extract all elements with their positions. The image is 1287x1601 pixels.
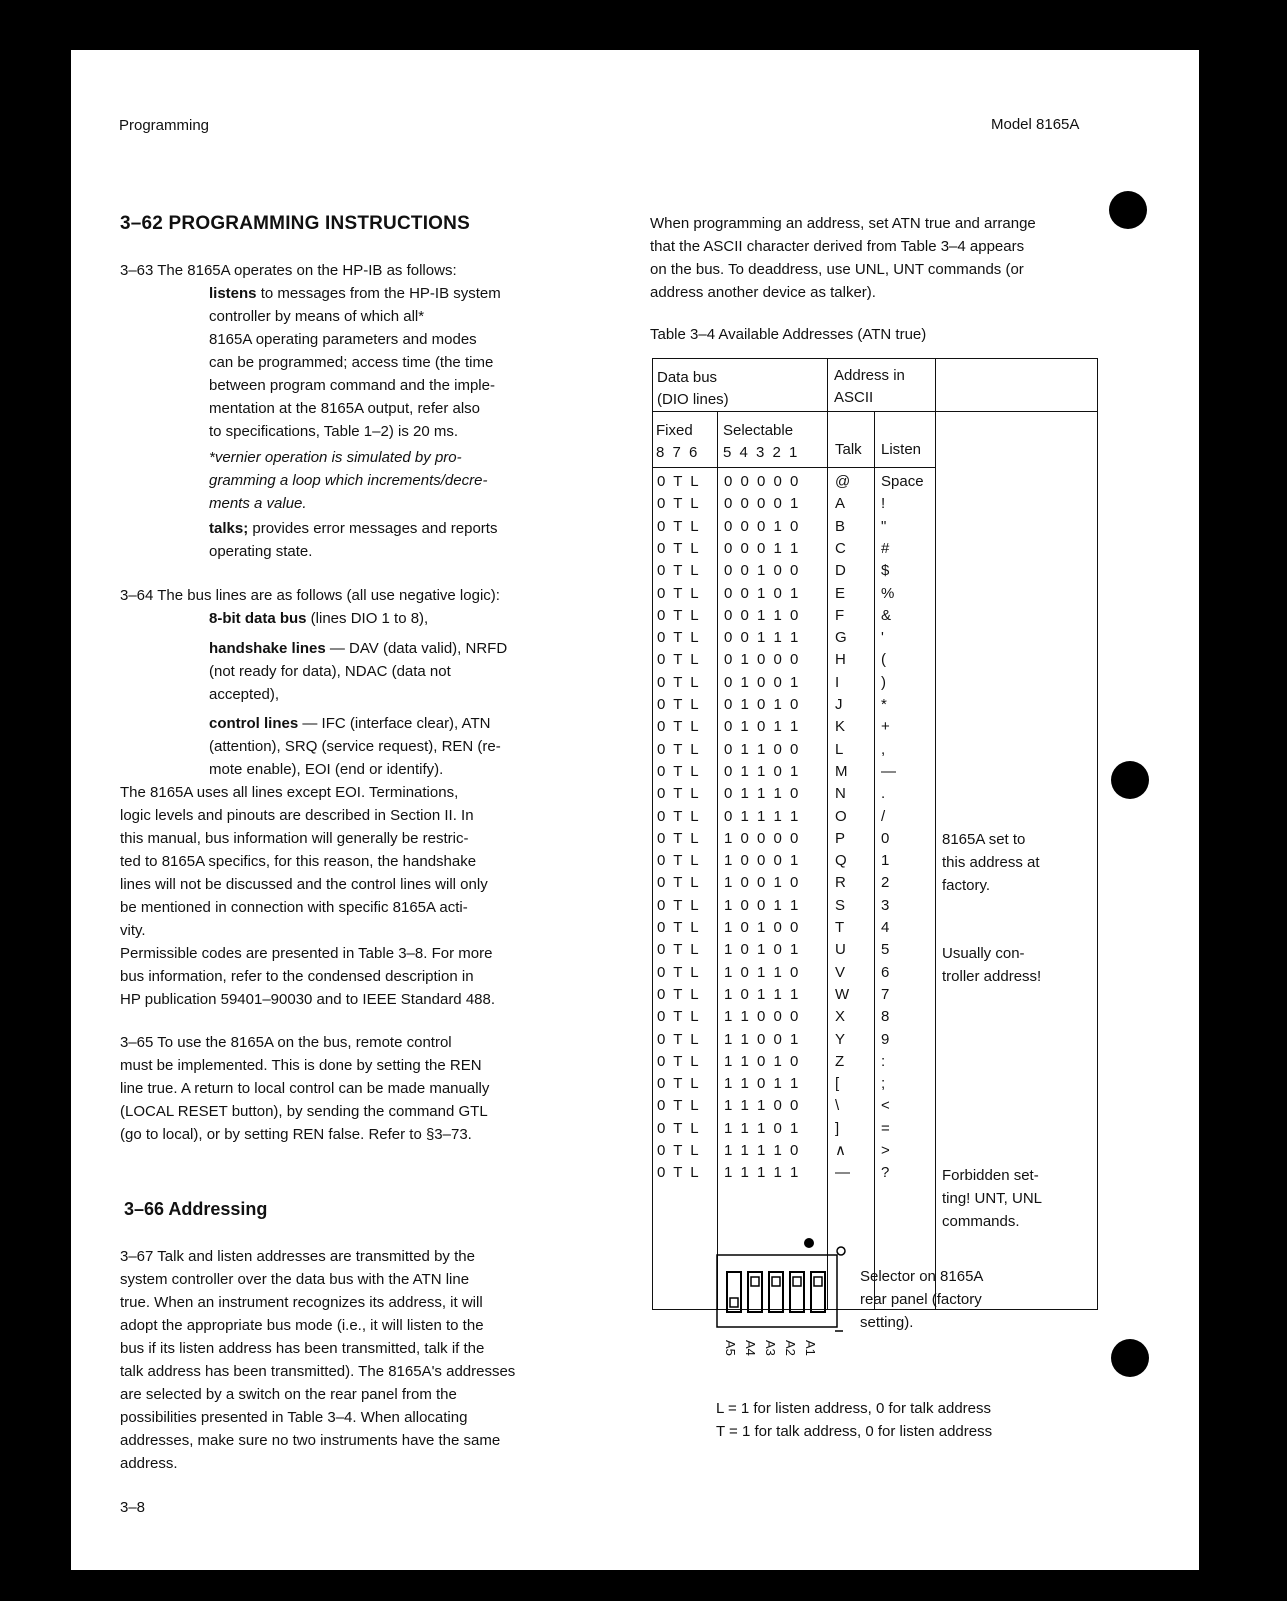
- listen-char-cell: ,: [881, 740, 886, 758]
- listen-char-cell: 4: [881, 919, 890, 936]
- control-bold: control lines: [209, 715, 299, 732]
- talk-char-cell: I: [835, 673, 840, 691]
- p67-line: possibilities presented in Table 3–4. When allocating: [120, 1409, 468, 1426]
- talk-char-cell: G: [835, 629, 847, 647]
- document-page: [71, 50, 1199, 1570]
- selector-caption-line: Selector on 8165A: [860, 1268, 984, 1285]
- selectable-bits-cell: 1 1 1 0 1: [724, 1119, 801, 1137]
- p63-line: controller by means of which all*: [209, 308, 425, 325]
- body-line: vity.: [120, 922, 146, 939]
- header-left: Programming: [119, 117, 210, 134]
- fixed-bits-cell: 0 T L: [657, 1119, 701, 1137]
- talk-char-cell: Q: [835, 852, 847, 870]
- listens-text: to messages from the HP-IB system: [256, 285, 501, 302]
- fixed-bits-cell: 0 T L: [657, 1075, 701, 1093]
- note-controller-line: troller address!: [942, 968, 1042, 985]
- listen-char-cell: ): [881, 673, 886, 691]
- talk-char-cell: Y: [835, 1030, 846, 1048]
- talk-char-cell: M: [835, 762, 848, 780]
- control-line: mote enable), EOI (end or identify).: [209, 761, 444, 778]
- handshake-text: — DAV (data valid), NRFD: [325, 640, 508, 657]
- legend-line-l: L = 1 for listen address, 0 for talk address: [716, 1400, 992, 1417]
- body-line: Permissible codes are presented in Table 3–8. For more: [120, 945, 493, 962]
- note-controller-line: Usually con-: [942, 945, 1025, 962]
- p65-line: (LOCAL RESET button), by sending the command GTL: [120, 1103, 488, 1120]
- talk-char-cell: T: [835, 919, 845, 936]
- fixed-bits-cell: 0 T L: [657, 985, 701, 1003]
- vernier-note-line: ments a value.: [209, 495, 307, 512]
- fixed-bits-cell: 0 T L: [657, 606, 701, 624]
- header-fixed-bits: 8 7 6: [656, 444, 700, 461]
- talk-char-cell: ]: [835, 1119, 840, 1137]
- listen-char-cell: ': [881, 629, 884, 647]
- talk-char-cell: R: [835, 874, 846, 892]
- talk-char-cell: C: [835, 539, 846, 557]
- body-line: bus information, refer to the condensed description in: [120, 968, 474, 985]
- listen-char-cell: /: [881, 807, 886, 825]
- switch-labels: [723, 1340, 846, 1370]
- intro-line: address another device as talker).: [650, 284, 876, 301]
- note-controller: [942, 942, 1041, 988]
- selectable-bits-cell: 0 1 0 1 0: [724, 696, 801, 713]
- talk-char-cell: J: [835, 696, 843, 713]
- fixed-bits-cell: 0 T L: [657, 852, 701, 870]
- talk-char-cell: B: [835, 517, 846, 535]
- talk-char-cell: ∧: [835, 1142, 846, 1159]
- punch-hole: [1111, 761, 1149, 799]
- p65-line: (go to local), or by setting REN false. Refer to §3–73.: [120, 1126, 472, 1143]
- p67-line: talk address has been transmitted). The 8165A's addresses: [120, 1363, 516, 1380]
- selectable-bits-cell: 0 0 0 1 0: [724, 517, 801, 535]
- talk-char-cell: P: [835, 829, 846, 847]
- listen-char-cell: ?: [881, 1164, 890, 1182]
- selectable-bits-cell: 1 1 1 0 0: [724, 1097, 801, 1115]
- fixed-bits-cell: 0 T L: [657, 807, 701, 825]
- fixed-bits-cell: 0 T L: [657, 1008, 701, 1026]
- fixed-bits-cell: 0 T L: [657, 629, 701, 647]
- selectable-bits-cell: 1 0 0 0 0: [724, 829, 801, 847]
- talk-char-cell: D: [835, 562, 846, 580]
- p63-line: between program command and the imple-: [209, 377, 495, 394]
- header-ascii-2: ASCII: [834, 389, 874, 406]
- handshake-line: [209, 637, 507, 660]
- body-line: this manual, bus information will generally be restric-: [120, 830, 469, 847]
- listen-char-cell: 9: [881, 1030, 890, 1048]
- handshake-line: accepted),: [209, 686, 280, 703]
- talks-text: provides error messages and reports: [248, 520, 498, 537]
- selectable-bits-cell: 1 1 1 1 0: [724, 1142, 801, 1159]
- listen-char-cell: Space: [881, 473, 924, 490]
- listen-char-cell: *: [881, 696, 887, 713]
- header-fixed-label: Fixed: [656, 422, 693, 439]
- header-data-bus-2: (DIO lines): [657, 391, 729, 408]
- listen-char-cell: $: [881, 562, 890, 580]
- listen-char-cell: +: [881, 718, 890, 736]
- listen-char-cell: 5: [881, 941, 890, 959]
- talk-char-cell: V: [835, 963, 846, 981]
- fixed-bits-cell: 0 T L: [657, 495, 701, 513]
- fixed-bits-cell: 0 T L: [657, 718, 701, 736]
- talk-char-cell: L: [835, 740, 844, 758]
- talk-char-cell: F: [835, 606, 845, 624]
- fixed-bits-cell: 0 T L: [657, 696, 701, 713]
- listen-char-cell: &: [881, 606, 892, 624]
- body-line: The 8165A uses all lines except EOI. Terminations,: [120, 784, 459, 801]
- fixed-bits-cell: 0 T L: [657, 829, 701, 847]
- header-data-bus: [657, 367, 729, 411]
- control-line: [209, 712, 490, 735]
- note-forbidden-line: commands.: [942, 1213, 1020, 1230]
- p67-line: true. When an instrument recognizes its address, it will: [120, 1294, 483, 1311]
- selectable-bits-cell: 1 0 1 1 1: [724, 985, 801, 1003]
- selectable-bits-cell: 1 1 1 1 1: [724, 1164, 801, 1182]
- table-border-top: [652, 358, 1098, 359]
- p67-line: adopt the appropriate bus mode (i.e., it will listen to the: [120, 1317, 484, 1334]
- selectable-bits-cell: 0 0 1 1 1: [724, 629, 801, 647]
- control-text: — IFC (interface clear), ATN: [298, 715, 491, 732]
- p65-line: must be implemented. This is done by setting the REN: [120, 1057, 482, 1074]
- selectable-bits-cell: 1 1 0 0 1: [724, 1030, 801, 1048]
- talks-bold: talks;: [209, 520, 249, 537]
- note-factory: [942, 828, 1040, 897]
- listens-bold: listens: [209, 285, 257, 302]
- listen-char-cell: =: [881, 1119, 890, 1137]
- selectable-bits-cell: 1 1 0 1 0: [724, 1052, 801, 1070]
- talk-char-cell: O: [835, 807, 847, 825]
- selectable-bits-cell: 0 0 0 0 1: [724, 495, 801, 513]
- talk-char-cell: E: [835, 584, 846, 602]
- fixed-bits-cell: 0 T L: [657, 740, 701, 758]
- note-forbidden: [942, 1164, 1042, 1233]
- talks-line-2: operating state.: [209, 543, 313, 560]
- header-selectable-label: Selectable: [723, 422, 794, 439]
- listens-line: [209, 282, 501, 305]
- table-caption: Table 3–4 Available Addresses (ATN true): [650, 326, 927, 343]
- header-selectable: [723, 420, 799, 464]
- page-number: 3–8: [120, 1499, 146, 1516]
- note-forbidden-line: Forbidden set-: [942, 1167, 1039, 1184]
- paragraph-3-63-lead: 3–63 The 8165A operates on the HP-IB as follows:: [120, 262, 457, 279]
- p65-line: 3–65 To use the 8165A on the bus, remote control: [120, 1034, 452, 1051]
- listen-char-cell: ;: [881, 1075, 886, 1093]
- switch-label-a2: A2: [783, 1340, 798, 1356]
- listen-char-cell: 6: [881, 963, 890, 981]
- section-title-addressing: 3–66 Addressing: [124, 1199, 268, 1219]
- fixed-bits-cell: 0 T L: [657, 517, 701, 535]
- table-divider: [652, 467, 935, 468]
- address-table: [652, 358, 1098, 1310]
- fixed-bits-cell: 0 T L: [657, 1142, 701, 1159]
- databus-bold: 8-bit data bus: [209, 610, 307, 627]
- talk-char-cell: [: [835, 1075, 840, 1093]
- talk-char-cell: Z: [835, 1052, 845, 1070]
- p67-line: are selected by a switch on the rear panel from the: [120, 1386, 457, 1403]
- note-factory-line: factory.: [942, 877, 991, 894]
- selectable-bits-cell: 1 1 0 1 1: [724, 1075, 801, 1093]
- section-title-programming: 3–62 PROGRAMMING INSTRUCTIONS: [120, 213, 470, 234]
- listen-char-cell: 0: [881, 829, 890, 847]
- fixed-bits-cell: 0 T L: [657, 562, 701, 580]
- selector-caption-line: setting).: [860, 1314, 914, 1331]
- intro-line: on the bus. To deaddress, use UNL, UNT commands (or: [650, 261, 1024, 278]
- punch-hole: [1111, 1339, 1149, 1377]
- selectable-bits-cell: 1 0 0 1 1: [724, 896, 801, 914]
- switch-label-a5: A5: [723, 1340, 738, 1356]
- header-ascii: [834, 365, 905, 409]
- selectable-bits-cell: 0 0 0 1 1: [724, 539, 801, 557]
- vernier-note-line: *vernier operation is simulated by pro-: [209, 449, 462, 466]
- selectable-bits-cell: 0 1 0 0 0: [724, 651, 801, 669]
- note-factory-line: this address at: [942, 854, 1040, 871]
- listen-char-cell: #: [881, 539, 890, 557]
- table-divider: [652, 411, 1098, 412]
- body-line: lines will not be discussed and the control lines will only: [120, 876, 488, 893]
- body-line: HP publication 59401–90030 and to IEEE Standard 488.: [120, 991, 496, 1008]
- intro-line: that the ASCII character derived from Table 3–4 appears: [650, 238, 1025, 255]
- p67-line: 3–67 Talk and listen addresses are transmitted by the: [120, 1248, 475, 1265]
- selectable-bits-cell: 1 0 0 0 1: [724, 852, 801, 870]
- listen-char-cell: %: [881, 584, 895, 602]
- header-data-bus-1: Data bus: [657, 369, 718, 386]
- talk-char-cell: @: [835, 473, 851, 490]
- p63-line: mentation at the 8165A output, refer also: [209, 400, 481, 417]
- header-listen: Listen: [881, 441, 922, 458]
- selectable-bits-cell: 1 0 1 0 1: [724, 941, 801, 959]
- listen-char-cell: .: [881, 785, 886, 803]
- switch-label-a1: A1: [803, 1340, 818, 1356]
- selectable-bits-cell: 0 0 1 0 1: [724, 584, 801, 602]
- fixed-bits-cell: 0 T L: [657, 651, 701, 669]
- talks-line: [209, 517, 497, 540]
- p65-line: line true. A return to local control can be made manually: [120, 1080, 490, 1097]
- selectable-bits-cell: 1 0 0 1 0: [724, 874, 801, 892]
- selectable-bits-cell: 0 1 1 0 0: [724, 740, 801, 758]
- listen-char-cell: 8: [881, 1008, 890, 1026]
- p63-line: 8165A operating parameters and modes: [209, 331, 477, 348]
- talk-char-cell: K: [835, 718, 846, 736]
- fixed-bits-cell: 0 T L: [657, 584, 701, 602]
- talk-char-cell: W: [835, 985, 850, 1003]
- switch-label-a3: A3: [763, 1340, 778, 1356]
- handshake-line: (not ready for data), NDAC (data not: [209, 663, 451, 680]
- fixed-bits-cell: 0 T L: [657, 1097, 701, 1115]
- listen-char-cell: —: [881, 762, 896, 780]
- selector-caption-line: rear panel (factory: [860, 1291, 982, 1308]
- selectable-bits-cell: 0 0 1 1 0: [724, 606, 801, 624]
- listen-char-cell: 2: [881, 874, 890, 892]
- databus-text: (lines DIO 1 to 8),: [306, 610, 429, 627]
- talk-char-cell: U: [835, 941, 846, 959]
- fixed-bits-cell: 0 T L: [657, 941, 701, 959]
- fixed-bits-cell: 0 T L: [657, 874, 701, 892]
- body-line: be mentioned in connection with specific 8165A acti-: [120, 899, 468, 916]
- talk-char-cell: N: [835, 785, 846, 803]
- listen-char-cell: >: [881, 1142, 890, 1159]
- fixed-bits-cell: 0 T L: [657, 673, 701, 691]
- header-selectable-bits: 5 4 3 2 1: [723, 444, 800, 461]
- p67-line: system controller over the data bus with the ATN line: [120, 1271, 470, 1288]
- header-fixed: [656, 420, 699, 464]
- p63-line: to specifications, Table 1–2) is 20 ms.: [209, 423, 459, 440]
- p67-line: addresses, make sure no two instruments have the same: [120, 1432, 501, 1449]
- fixed-bits-cell: 0 T L: [657, 762, 701, 780]
- talk-char-cell: H: [835, 651, 846, 669]
- databus-line: [209, 607, 428, 630]
- fixed-bits-cell: 0 T L: [657, 896, 701, 914]
- talk-char-cell: S: [835, 896, 846, 914]
- paragraph-3-64-lead: 3–64 The bus lines are as follows (all use negative logic):: [120, 587, 500, 604]
- header-ascii-1: Address in: [834, 367, 905, 384]
- listen-char-cell: ": [881, 517, 887, 535]
- selectable-bits-cell: 0 1 0 0 1: [724, 673, 801, 691]
- listen-char-cell: 3: [881, 896, 890, 914]
- selectable-bits-cell: 1 0 1 1 0: [724, 963, 801, 981]
- body-line: logic levels and pinouts are described in Section II. In: [120, 807, 474, 824]
- note-factory-line: 8165A set to: [942, 831, 1026, 848]
- listen-char-cell: (: [881, 651, 886, 669]
- header-right: Model 8165A: [991, 116, 1080, 133]
- selectable-bits-cell: 1 0 1 0 0: [724, 919, 801, 936]
- intro-line: When programming an address, set ATN true and arrange: [650, 215, 1036, 232]
- p67-line: bus if its listen address has been transmitted, talk if the: [120, 1340, 485, 1357]
- note-forbidden-line: ting! UNT, UNL: [942, 1190, 1043, 1207]
- fixed-bits-cell: 0 T L: [657, 1052, 701, 1070]
- selectable-bits-cell: 0 0 0 0 0: [724, 473, 801, 490]
- talk-char-cell: —: [835, 1164, 850, 1182]
- header-talk: Talk: [835, 441, 862, 458]
- control-line: (attention), SRQ (service request), REN (re-: [209, 738, 501, 755]
- vernier-note-line: gramming a loop which increments/decre-: [209, 472, 488, 489]
- listen-char-cell: 1: [881, 852, 890, 870]
- selectable-bits-cell: 1 1 0 0 0: [724, 1008, 801, 1026]
- selectable-bits-cell: 0 1 0 1 1: [724, 718, 801, 736]
- handshake-bold: handshake lines: [209, 640, 326, 657]
- fixed-bits-cell: 0 T L: [657, 785, 701, 803]
- fixed-bits-cell: 0 T L: [657, 1030, 701, 1048]
- selectable-bits-cell: 0 1 1 1 1: [724, 807, 801, 825]
- listen-char-cell: :: [881, 1052, 886, 1070]
- selectable-bits-cell: 0 1 1 1 0: [724, 785, 801, 803]
- listen-char-cell: <: [881, 1097, 890, 1115]
- fixed-bits-cell: 0 T L: [657, 473, 701, 490]
- body-line: ted to 8165A specifics, for this reason, the handshake: [120, 853, 477, 870]
- fixed-bits-cell: 0 T L: [657, 1164, 701, 1182]
- p67-line: address.: [120, 1455, 178, 1472]
- p63-line: can be programmed; access time (the time: [209, 354, 494, 371]
- fixed-bits-cell: 0 T L: [657, 963, 701, 981]
- fixed-bits-cell: 0 T L: [657, 539, 701, 557]
- listen-char-cell: !: [881, 495, 886, 513]
- talk-char-cell: \: [835, 1097, 840, 1115]
- selector-caption: [860, 1265, 983, 1334]
- fixed-bits-cell: 0 T L: [657, 919, 701, 936]
- talk-char-cell: X: [835, 1008, 846, 1026]
- punch-hole: [1109, 191, 1147, 229]
- switch-label-a4: A4: [743, 1340, 758, 1356]
- legend-line-t: T = 1 for talk address, 0 for listen address: [716, 1423, 993, 1440]
- selectable-bits-cell: 0 1 1 0 1: [724, 762, 801, 780]
- listen-char-cell: 7: [881, 985, 890, 1003]
- selectable-bits-cell: 0 0 1 0 0: [724, 562, 801, 580]
- talk-char-cell: A: [835, 495, 846, 513]
